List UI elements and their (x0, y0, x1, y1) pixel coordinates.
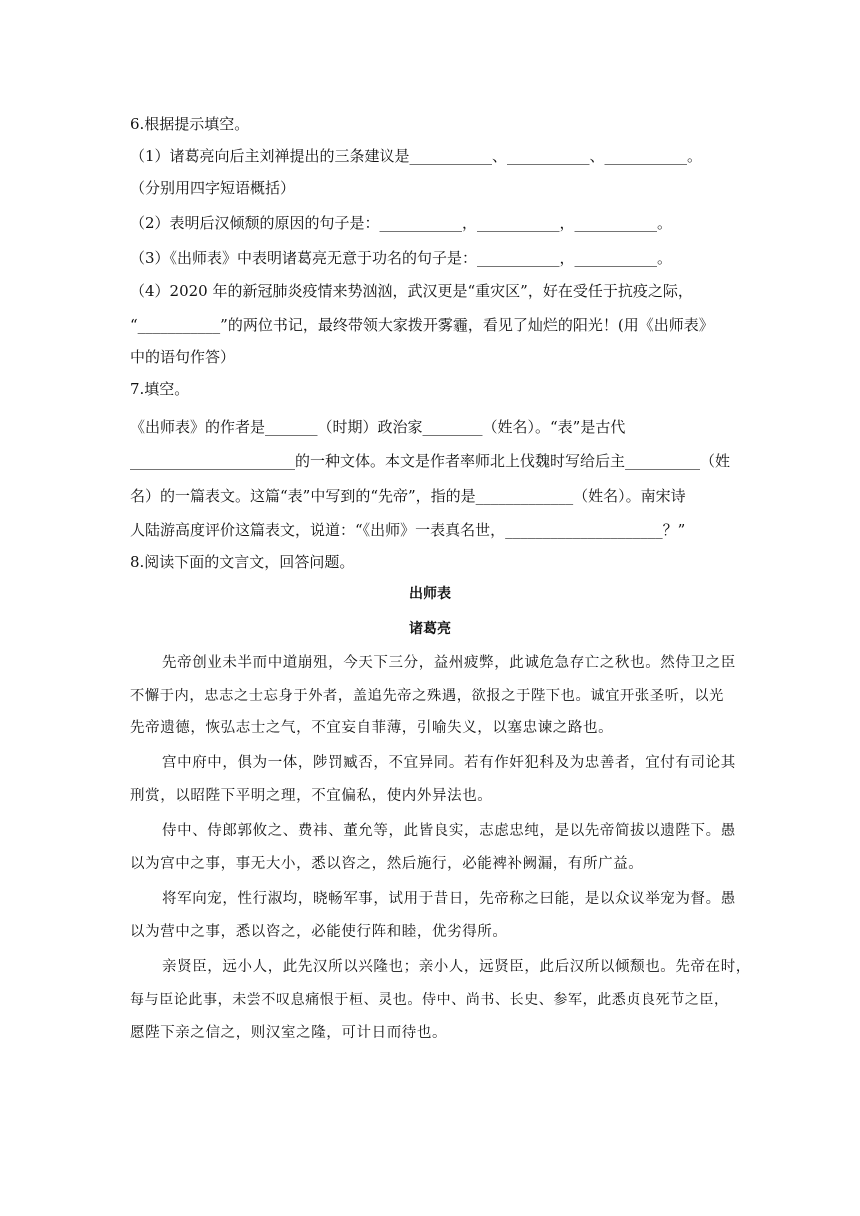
passage-author: 诸葛亮 (409, 621, 451, 637)
question-7-line-4: 人陆游高度评价这篇表文，说道：“《出师》一表真名世，_____________________？” (130, 521, 686, 539)
passage-line: 先帝创业未半而中道崩殂，今天下三分，益州疲弊，此诚危急存亡之秋也。然侍卫之臣 (162, 655, 736, 671)
question-6-part-3: （3）《出师表》中表明诸葛亮无意于功名的句子是：___________，___________。 (130, 249, 673, 267)
question-6-part-1: （1）诸葛亮向后主刘禅提出的三条建议是___________、___________、___________。 (130, 147, 703, 165)
passage-line: 宫中府中，俱为一体，陟罚臧否，不宜异同。若有作奸犯科及为忠善者，宜付有司论其 (162, 755, 736, 771)
passage-line: 以为营中之事，悉以咨之，必能使行阵和睦，优劣得所。 (130, 924, 508, 940)
passage-line: 不懈于内，忠志之士忘身于外者，盖追先帝之殊遇，欲报之于陛下也。诚宜开张圣听，以光 (130, 688, 725, 704)
passage-line: 刑赏，以昭陛下平明之理，不宜偏私，使内外异法也。 (130, 788, 493, 804)
passage-line: 以为宫中之事，事无大小，悉以咨之，然后施行，必能裨补阙漏，有所广益。 (130, 856, 644, 872)
question-7-title: 7.填空。 (130, 380, 190, 398)
question-7-line-1: 《出师表》的作者是_______（时期）政治家________（姓名）。“表”是古代 (130, 418, 626, 436)
question-6-part-4-end: 中的语句作答） (130, 348, 236, 366)
question-6-part-1-note: （分别用四字短语概括） (130, 179, 296, 197)
passage-line: 将军向宠，性行淑均，晓畅军事，试用于昔日，先帝称之曰能，是以众议举宠为督。愚 (162, 891, 736, 907)
passage-title: 出师表 (409, 586, 451, 602)
question-7-line-3: 名）的一篇表文。这篇“表”中写到的“先帝”，指的是_____________（姓名）。南宋诗 (130, 487, 686, 505)
passage-line: 每与臣论此事，未尝不叹息痛恨于桓、灵也。侍中、尚书、长史、参军，此悉贞良死节之臣， (130, 992, 729, 1008)
question-8-title: 8.阅读下面的文言文，回答问题。 (130, 553, 355, 571)
question-7-line-2: ______________________的一种文体。本文是作者率师北上伐魏时写给后主__________（姓 (130, 452, 731, 470)
passage-line: 愿陛下亲之信之，则汉室之隆，可计日而待也。 (130, 1025, 448, 1041)
question-6-part-4: （4）2020 年的新冠肺炎疫情来势汹汹，武汉更是“重灾区”，好在受任于抗疫之际， (130, 282, 693, 300)
question-6-part-2: （2）表明后汉倾颓的原因的句子是：___________，___________，___________。 (130, 214, 673, 232)
passage-line: 侍中、侍郎郭攸之、费祎、董允等，此皆良实，志虑忠纯，是以先帝简拔以遗陛下。愚 (162, 823, 736, 839)
question-6-title: 6.根据提示填空。 (130, 115, 250, 133)
passage-line: 亲贤臣，远小人，此先汉所以兴隆也；亲小人，远贤臣，此后汉所以倾颓也。先帝在时， (162, 959, 751, 975)
passage-line: 先帝遗德，恢弘志士之气，不宜妄自菲薄，引喻失义，以塞忠谏之路也。 (130, 720, 614, 736)
question-6-part-4-cont: “___________”的两位书记，最终带领大家拨开雾霾，看见了灿烂的阳光！(用《出师表》 (130, 316, 714, 334)
